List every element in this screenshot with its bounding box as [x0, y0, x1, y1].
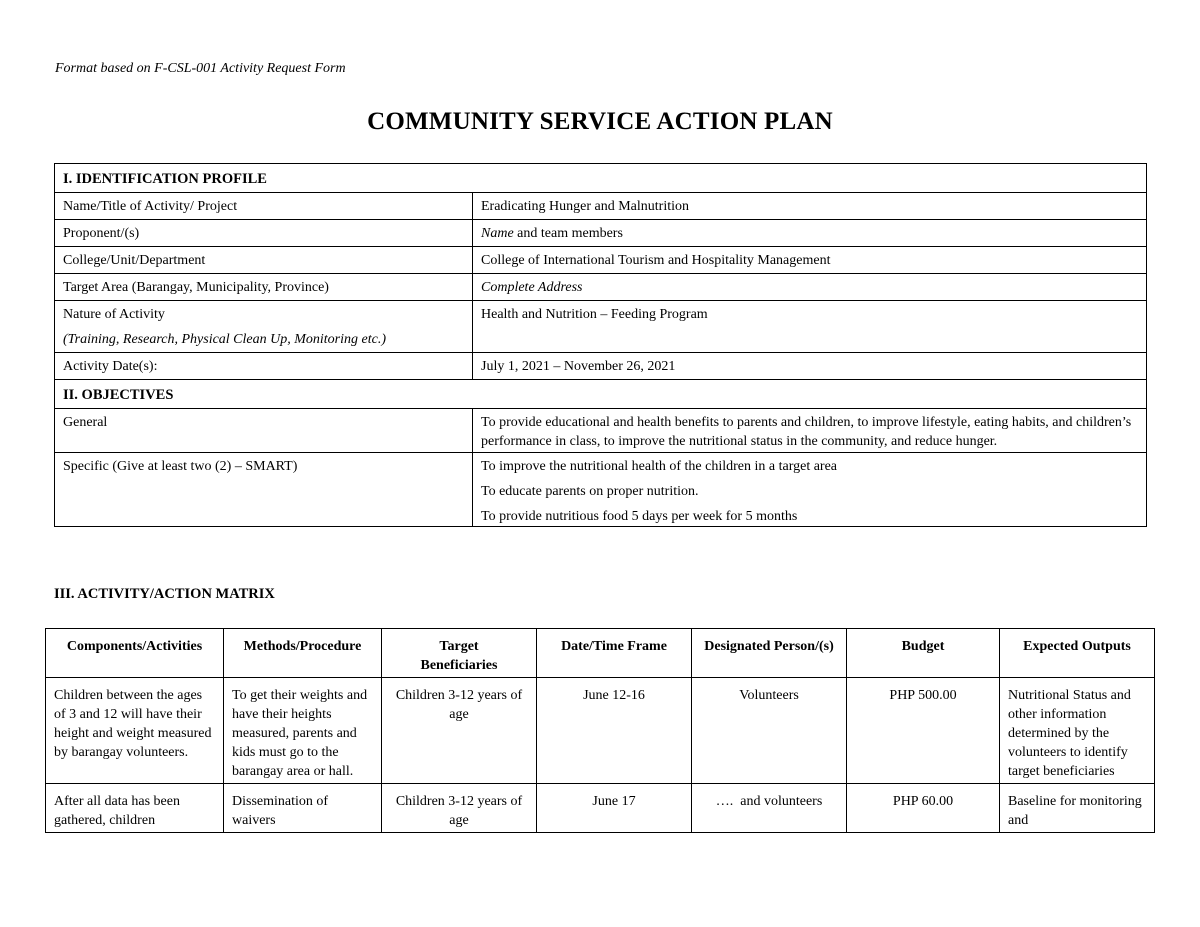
general-objective-value: To provide educational and health benefits to parents and children, to improve lifestyle, eating habits, and children’s performance in class, to improve the nutritional status in the community, and reduce hunger. — [473, 409, 1147, 453]
target-area-label: Target Area (Barangay, Municipality, Province) — [55, 274, 473, 301]
nature-label: Nature of Activity — [63, 307, 165, 322]
action-matrix-table — [45, 628, 1155, 833]
person-cell: …. and volunteers — [692, 784, 847, 833]
page-title: COMMUNITY SERVICE ACTION PLAN — [367, 108, 833, 135]
activity-cell: Children between the ages of 3 and 12 will have their height and weight measured by barangay volunteers. — [46, 678, 224, 784]
list-item: To provide nutritious food 5 days per week for 5 months — [481, 509, 798, 524]
objectives-heading-row — [55, 380, 1147, 409]
identification-objectives-table — [54, 163, 1147, 527]
column-header-outputs: Expected Outputs — [1000, 629, 1155, 678]
specific-objective-list — [473, 453, 1147, 527]
nature-label-cell — [55, 301, 473, 353]
person-cell: Volunteers — [692, 678, 847, 784]
method-cell: Dissemination of waivers — [224, 784, 382, 833]
column-header-person: Designated Person/(s) — [692, 629, 847, 678]
proponent-label: Proponent/(s) — [55, 220, 473, 247]
column-header-beneficiaries: Target Beneficiaries — [382, 629, 537, 678]
activity-name-value: Eradicating Hunger and Malnutrition — [473, 193, 1147, 220]
identification-heading: I. IDENTIFICATION PROFILE — [55, 164, 1147, 193]
beneficiaries-cell: Children 3-12 years of age — [382, 784, 537, 833]
activity-name-label: Name/Title of Activity/ Project — [55, 193, 473, 220]
activity-date-value: July 1, 2021 – November 26, 2021 — [473, 353, 1147, 380]
table-row — [55, 301, 1147, 353]
activity-cell: After all data has been gathered, children — [46, 784, 224, 833]
objectives-heading: II. OBJECTIVES — [55, 380, 1147, 409]
timeframe-cell: June 12-16 — [537, 678, 692, 784]
method-cell: To get their weights and have their heights measured, parents and kids must go to the barangay area or hall. — [224, 678, 382, 784]
table-row — [55, 220, 1147, 247]
specific-objective-label: Specific (Give at least two (2) – SMART) — [55, 453, 473, 527]
column-header-budget: Budget — [847, 629, 1000, 678]
column-header-methods: Methods/Procedure — [224, 629, 382, 678]
table-row — [55, 247, 1147, 274]
table-row — [46, 678, 1155, 784]
target-area-value: Complete Address — [473, 274, 1147, 301]
timeframe-cell: June 17 — [537, 784, 692, 833]
table-row — [55, 353, 1147, 380]
budget-cell: PHP 500.00 — [847, 678, 1000, 784]
proponent-value — [473, 220, 1147, 247]
proponent-rest: and team members — [513, 226, 623, 241]
output-cell: Baseline for monitoring and — [1000, 784, 1155, 833]
column-header-activities: Components/Activities — [46, 629, 224, 678]
list-item: To improve the nutritional health of the children in a target area — [481, 459, 838, 474]
nature-value: Health and Nutrition – Feeding Program — [473, 301, 1147, 353]
table-row — [55, 409, 1147, 453]
proponent-name: Name — [481, 226, 514, 241]
table-row — [46, 784, 1155, 833]
column-header-timeframe: Date/Time Frame — [537, 629, 692, 678]
college-value: College of International Tourism and Hospitality Management — [473, 247, 1147, 274]
format-note: Format based on F-CSL-001 Activity Request Form — [55, 61, 346, 76]
college-label: College/Unit/Department — [55, 247, 473, 274]
table-row — [55, 453, 1147, 527]
identification-heading-row — [55, 164, 1147, 193]
output-cell: Nutritional Status and other information determined by the volunteers to identify target beneficiaries — [1000, 678, 1155, 784]
table-row — [55, 193, 1147, 220]
general-objective-label: General — [55, 409, 473, 453]
matrix-header-row — [46, 629, 1155, 678]
activity-date-label: Activity Date(s): — [55, 353, 473, 380]
budget-cell: PHP 60.00 — [847, 784, 1000, 833]
beneficiaries-cell: Children 3-12 years of age — [382, 678, 537, 784]
matrix-heading: III. ACTIVITY/ACTION MATRIX — [54, 586, 275, 602]
nature-hint: (Training, Research, Physical Clean Up, Monitoring etc.) — [63, 332, 386, 347]
list-item: To educate parents on proper nutrition. — [481, 484, 699, 499]
table-row — [55, 274, 1147, 301]
